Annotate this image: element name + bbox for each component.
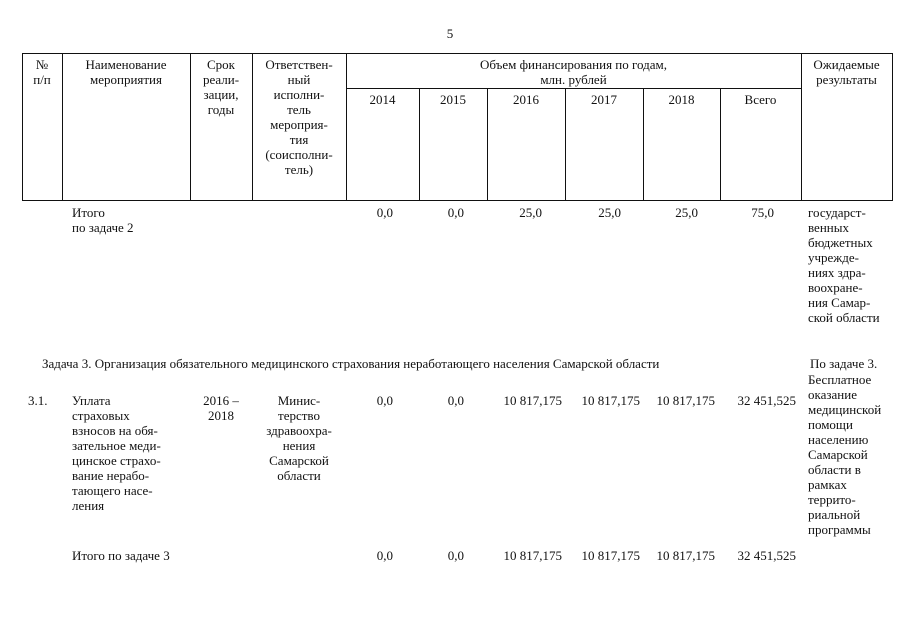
total-task2-result: государст- венных бюджетных учрежде- ниях здра- воохране- ния Самар- ской области — [808, 205, 880, 325]
total-task3-value: 0,0 — [376, 548, 393, 563]
header-col-finance: Объем финансирования по годам, млн. рублей — [479, 57, 668, 87]
header-year-total: Всего — [744, 92, 777, 107]
total-task2-value: 25,0 — [598, 205, 621, 220]
total-task3-label: Итого по задаче 3 — [72, 548, 170, 563]
header-year: 2017 — [591, 92, 617, 107]
row-number: 3.1. — [28, 393, 48, 408]
total-task3-value: 10 817,175 — [581, 548, 640, 563]
header-year: 2014 — [369, 92, 396, 107]
total-task2-value: 25,0 — [519, 205, 542, 220]
row-value: 10 817,175 — [581, 393, 640, 408]
total-task3-value: 32 451,525 — [737, 548, 796, 563]
total-task2-label: Итого по задаче 2 — [72, 205, 134, 235]
row-activity-name: Уплата страховых взносов на обя- зательное меди- цинское страхо- вание нерабо- тающего насе- ления — [72, 393, 161, 513]
task3-title: Задача 3. Организация обязательного медицинского страхования неработающего населения Самарской области — [42, 356, 660, 371]
total-task2-value: 0,0 — [447, 205, 464, 220]
row-value: 0,0 — [447, 393, 464, 408]
total-task2-value: 75,0 — [751, 205, 774, 220]
header-col-name: Наименование мероприятия — [85, 57, 167, 87]
header-year: 2018 — [668, 92, 695, 107]
row-responsible: Минис- терство здравоохра- нения Самарской области — [266, 393, 332, 483]
row-value: 0,0 — [376, 393, 393, 408]
header-year: 2015 — [440, 92, 466, 107]
task3-result-heading: По задаче 3. — [810, 356, 878, 371]
total-task3-value: 10 817,175 — [503, 548, 562, 563]
total-task2-value: 25,0 — [675, 205, 698, 220]
total-task2-value: 0,0 — [376, 205, 393, 220]
header-col-results: Ожидаемые результаты — [813, 57, 880, 87]
page-number: 5 — [446, 26, 454, 41]
row-value: 10 817,175 — [503, 393, 562, 408]
total-task3-value: 0,0 — [447, 548, 464, 563]
header-col-number: № п/п — [33, 57, 51, 87]
row-value-total: 32 451,525 — [737, 393, 796, 408]
header-col-term: Срок реали- зации, годы — [202, 57, 240, 117]
header-year: 2016 — [513, 92, 539, 107]
row-expected-result: Бесплатное оказание медицинской помощи населению Самарской области в рамках террито- риальной программы — [808, 372, 882, 537]
row-value: 10 817,175 — [656, 393, 715, 408]
header-col-responsible: Ответствен- ный исполни- тель мероприя- тия (соисполни- тель) — [265, 57, 333, 177]
row-term: 2016 – 2018 — [203, 393, 239, 423]
total-task3-value: 10 817,175 — [656, 548, 715, 563]
